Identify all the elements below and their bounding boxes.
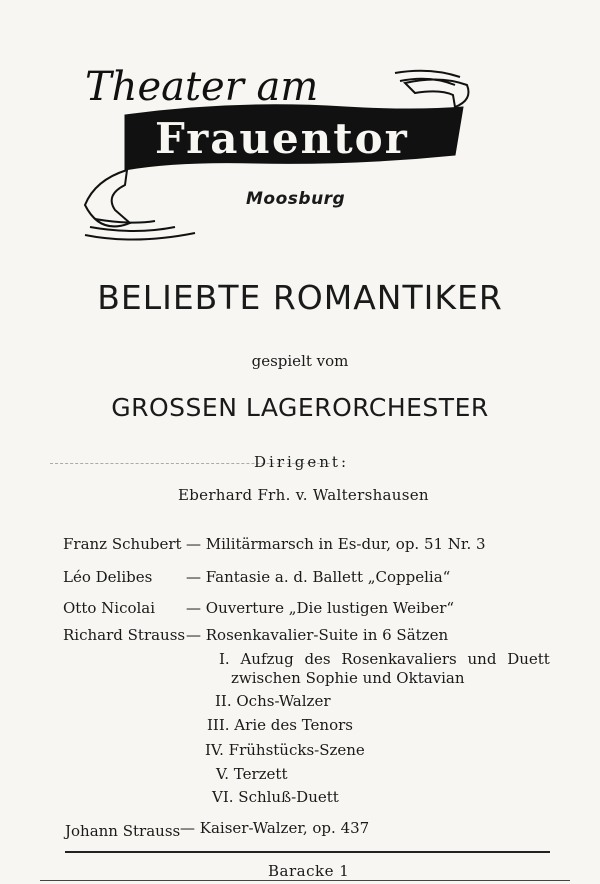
- program-composer: Otto Nicolai: [63, 599, 156, 617]
- footer-text: Baracke 1: [268, 862, 350, 880]
- program-piece: — Militärmarsch in Es-dur, op. 51 Nr. 3: [186, 535, 486, 553]
- orchestra-name: GROSSEN LAGERORCHESTER: [111, 393, 489, 422]
- page-title: BELIEBTE ROMANTIKER: [97, 278, 503, 317]
- logo-line1: Theater am: [85, 64, 319, 110]
- program-piece: — Rosenkavalier-Suite in 6 Sätzen: [186, 626, 449, 644]
- suite-movement: I. Aufzug des Rosenkavaliers und Duett: [219, 650, 550, 668]
- footer-rule: [65, 851, 550, 853]
- suite-movement: II. Ochs-Walzer: [215, 692, 331, 710]
- logo-ribbon-tail-right: [405, 79, 469, 107]
- subtitle: gespielt vom: [251, 352, 349, 370]
- program-piece: — Ouverture „Die lustigen Weiber“: [186, 599, 455, 617]
- program-piece: — Fantasie a. d. Ballett „Coppelia“: [186, 568, 451, 586]
- logo-ribbon-tail-left: [85, 170, 130, 226]
- conductor-label: Dirigent:: [254, 453, 350, 471]
- program-composer: Léo Delibes: [63, 568, 153, 586]
- suite-movement: III. Arie des Tenors: [207, 716, 353, 734]
- footer-rule: [40, 880, 570, 881]
- suite-movement: IV. Frühstücks-Szene: [205, 741, 365, 759]
- program-piece: — Kaiser-Walzer, op. 437: [180, 819, 370, 837]
- suite-movement: zwischen Sophie und Oktavian: [231, 669, 465, 687]
- logo-swirl-left: [85, 219, 195, 240]
- logo-subtitle: Moosburg: [246, 189, 346, 209]
- suite-movement: V. Terzett: [216, 765, 288, 783]
- program-composer: Johann Strauss: [65, 822, 181, 840]
- logo-line2: Frauentor: [155, 114, 409, 163]
- program-composer: Richard Strauss: [63, 626, 186, 644]
- theater-logo: [55, 45, 475, 250]
- program-composer: Franz Schubert: [63, 535, 182, 553]
- suite-movement: VI. Schluß-Duett: [212, 788, 339, 806]
- conductor-name: Eberhard Frh. v. Waltershausen: [178, 486, 429, 504]
